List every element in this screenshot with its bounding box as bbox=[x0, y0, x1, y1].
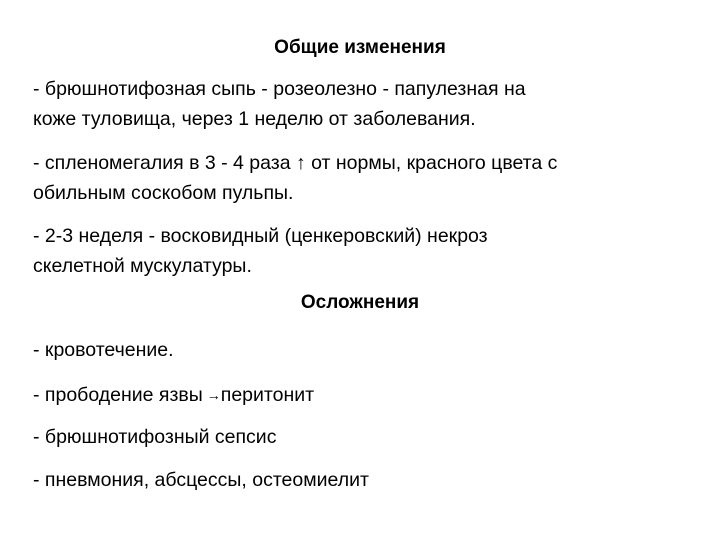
list-item-splenomegaly bbox=[33, 148, 693, 208]
list-item-necrosis bbox=[33, 221, 693, 281]
section-title-general-changes: Общие изменения bbox=[274, 37, 446, 58]
list-item-line: скелетной мускулатуры. bbox=[33, 255, 252, 277]
list-item-line: - брюшнотифозная сыпь - розеолезно - папулезная на bbox=[33, 78, 526, 100]
list-item-line: коже туловища, через 1 неделю от заболевания. bbox=[33, 108, 476, 130]
list-item-rash bbox=[33, 74, 693, 134]
list-item-line: обильным соскобом пульпы. bbox=[33, 182, 294, 204]
section-title-complications: Осложнения bbox=[300, 292, 420, 313]
list-item-text: перитонит bbox=[220, 384, 315, 406]
arrow-right-icon: → bbox=[206, 387, 221, 403]
list-item-pneumonia: - пневмония, абсцессы, остеомиелит bbox=[33, 469, 369, 491]
list-item-line: - 2-3 неделя - восковидный (ценкеровский) некроз bbox=[33, 225, 488, 247]
list-item-bleeding: - кровотечение. bbox=[33, 339, 174, 361]
list-item-line: - спленомегалия в 3 - 4 раза ↑ от нормы, красного цвета с bbox=[33, 152, 558, 174]
list-item-text: - прободение язвы bbox=[33, 384, 203, 406]
list-item-perforation bbox=[33, 380, 693, 410]
list-item-sepsis: - брюшнотифозный сепсис bbox=[33, 426, 277, 448]
